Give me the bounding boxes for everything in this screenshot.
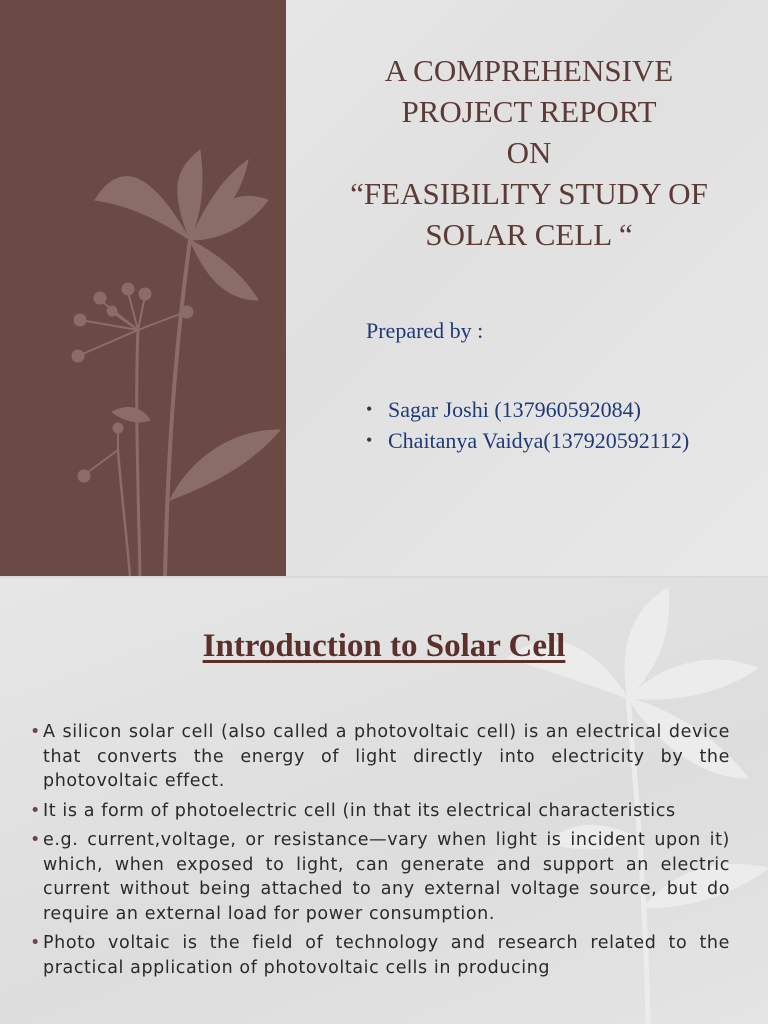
bullet-item — [30, 799, 730, 824]
title-line: ON — [506, 135, 552, 170]
bullet-item — [30, 931, 730, 980]
flower-silhouette-icon — [0, 0, 286, 576]
bullet-icon: • — [30, 722, 41, 742]
bullet-icon: • — [30, 800, 41, 821]
report-title — [300, 50, 758, 255]
slide-heading: Introduction to Solar Cell — [202, 628, 566, 664]
bullet-list — [30, 720, 730, 985]
bullet-icon: • — [30, 830, 41, 850]
title-line: “FEASIBILITY STUDY OF — [350, 176, 708, 211]
author-list — [366, 394, 689, 456]
title-line: PROJECT REPORT — [401, 94, 657, 129]
bullet-text: Photo voltaic is the field of technology and research related to the practical application of photovoltaic cells in producing — [43, 933, 730, 978]
author-name: Chaitanya Vaidya(137920592112) — [388, 428, 690, 453]
bullet-text: A silicon solar cell (also called a photovoltaic cell) is an electrical device that converts the energy of light directly into electricity by the photovoltaic effect. — [43, 722, 730, 791]
bullet-text: It is a form of photoelectric cell (in that its electrical characteristics — [43, 800, 676, 821]
bullet-text: e.g. current,voltage, or resistance—vary when light is incident upon it) which, when exposed to light, can generate and support an electric current without being attached to any external voltage source, but do require an external load for power consumption. — [43, 830, 730, 924]
bullet-item — [30, 720, 730, 794]
prepared-by-label: Prepared by : — [366, 318, 484, 343]
author-item — [366, 394, 689, 425]
author-item — [366, 425, 689, 456]
introduction-slide — [0, 578, 768, 1024]
bullet-item — [30, 828, 730, 926]
bullet-icon: • — [30, 933, 41, 953]
bullet-icon: • — [366, 399, 373, 419]
decorative-side-panel — [0, 0, 286, 576]
title-line: SOLAR CELL “ — [425, 217, 633, 252]
title-line: A COMPREHENSIVE — [384, 53, 674, 88]
author-name: Sagar Joshi (137960592084) — [388, 397, 641, 422]
bullet-icon: • — [366, 430, 373, 450]
